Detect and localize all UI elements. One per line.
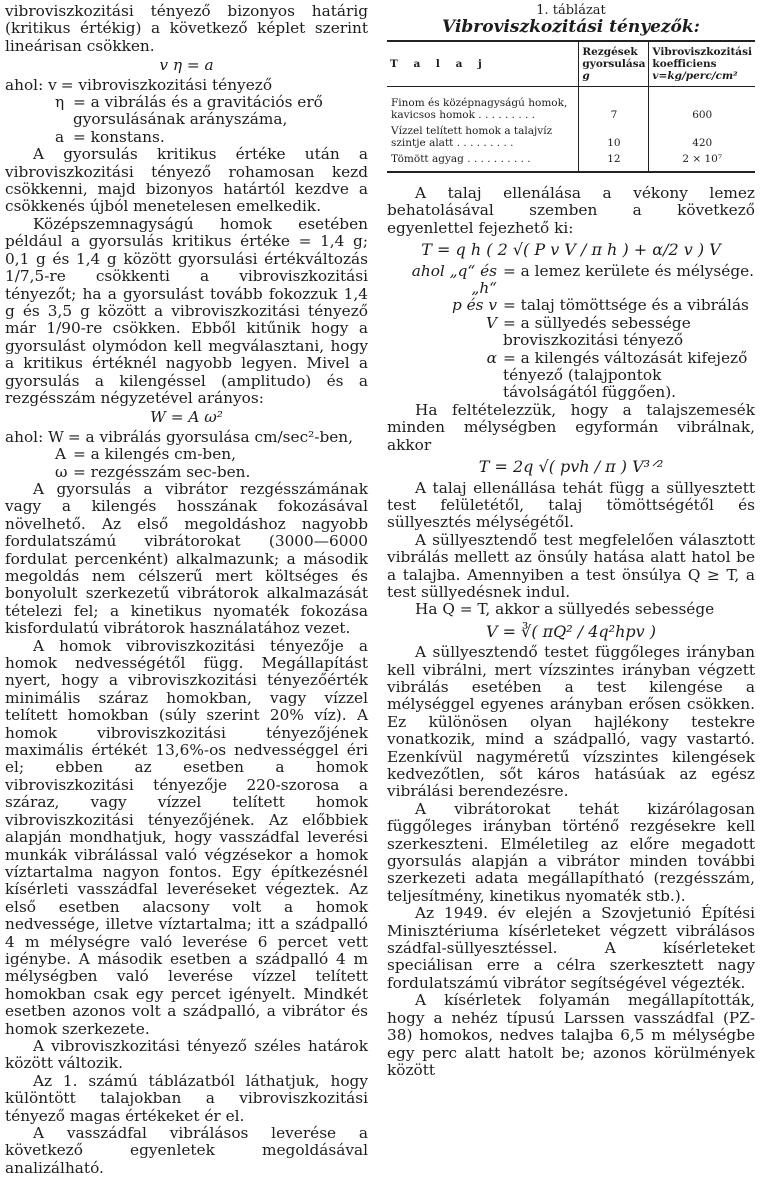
header-koefficiens-label: Vibroviszkozitási koefficiens <box>652 46 752 70</box>
definition-text: = rezgésszám sec-ben. <box>73 462 251 481</box>
definition-text: = vibroviszkozitási tényező <box>60 75 273 94</box>
definition-row <box>387 315 755 350</box>
right-paragraph-5: Ha Q = T, akkor a süllyedés sebessége <box>415 600 715 619</box>
definition-symbol: A <box>55 445 67 464</box>
left-paragraph-2: A gyorsulás kritikus értéke után a vibroviszkozitási tényező rohamosan kezd csökkenni, majd bizonyos határtól kezdve a csökkenés újból menetelesen emelkedik. <box>5 145 368 216</box>
right-paragraph-8: Az 1949. év elején a Szovjetunió Építési Minisztériuma kísérleteket végzett vibrálásos szádfal-süllyesztéssel. A kísérleteket speciálisan erre a célra szerkesztett nagy fordulatszámú vibrátor segítségével végezték. <box>387 904 755 992</box>
right-paragraph-4: A süllyesztendő test megfelelően választott vibrálás mellett az önsúly hatása alatt hatol be a talajba. Amennyiben a test önsúlya Q ≥ T, a test süllyedésnek indul. <box>387 530 755 601</box>
right-paragraph-1: A talaj ellenálása a vékony lemez behatolásával szemben a következő egyenlettel fejezhető ki: <box>387 184 755 237</box>
definition-text: = konstans. <box>73 127 165 146</box>
equation-2: W = A ω² <box>150 408 223 427</box>
table-cell-talaj: Vízzel telített homok a talajvíz szintje alatt . . . . . . . . . <box>391 125 553 149</box>
formula-definitions <box>387 263 755 402</box>
right-column <box>387 3 755 1079</box>
definition-row <box>387 350 755 402</box>
definition-symbol: ahol „q“ és „h“ <box>411 261 497 298</box>
definition-symbol: α <box>486 348 497 367</box>
table-cell-gyorsulas: 7 <box>579 87 649 124</box>
definition-text: = talaj tömöttsége és a vibrálás <box>503 296 749 315</box>
definition-row <box>5 429 368 446</box>
table-cell-koefficiens: 600 <box>649 87 755 124</box>
definition-symbol: ω <box>55 462 68 481</box>
definition-symbol: a <box>55 127 65 146</box>
left-paragraph-8: A vasszádfal vibrálásos leverése a következő egyenletek megoldásával analizálható. <box>5 1124 368 1177</box>
definition-row <box>387 263 755 298</box>
header-koefficiens-unit: v=kg/perc/cm² <box>652 70 738 82</box>
left-paragraph-5: A homok vibroviszkozitási tényezője a homok nedvességétől függ. Megállapítást nyert, hogy a vibroviszkozitási tényezőérték minimális száraz homokban, vagy vízzel telített homokban (súly szerint 20% víz). A homok vibroviszkozitási tényezőjének maximális értékét 13,6%-os nedvességgel éri el; ebben az esetben a homok vibroviszkozitási tényezője 220-szorosa a száraz, vagy vízzel telített homok vibroviszkozitási tényezőjének. Az előbbiek alapján mondhatjuk, hogy vasszádfal leverési munkák vibrálással való végzésekor a homok víztartalma nagyon fontos. Egy építkezésnél kísérleti vasszádfal leveréseket végeztek. Az első esetben alacsony volt a homok nedvessége, illetve víztartalma; itt a szádpalló 4 m mélységre való leverése 6 percet vett igénybe. A második esetben a szádpalló 4 m mélységben való leverése vízzel telített homokban csak egy percet igényelt. Mindkét esetben azonos volt a szádpalló, a vibrátor és homok szerkezete. <box>5 636 368 1038</box>
table-header-koefficiens <box>649 41 755 87</box>
left-paragraph-4: A gyorsulás a vibrátor rezgésszámának vagy a kilengés hosszának fokozásával növelhető. Az első megoldáshoz nagyobb fordulatszámú vibrátorokat (3000—6000 fordulat percenként) alkalmazunk; a második megoldás nem célszerű mert költséges és bonyolult szerkezetű vibrátorok alkalmazását tételezi fel; a kinetikus nyomaték fokozása kisfordulatú vibrátorok használatához vezet. <box>5 479 368 638</box>
definition-text: = a vibrálás és a gravitációs erő gyorsulásának arányszáma, <box>73 93 323 129</box>
right-paragraph-6: A süllyesztendő testet függőleges irányban kell vibrálni, mert vízszintes irányban végzett vibrálás esetében a test kilengése a mélységgel egyenes arányban erősen csökken. Ez különösen olyan hajlékony testekre vonatkozik, mind a szádpalló, vagy vastartó. Ezenkívül nagyméretű vízszintes kilengések kedvezőtlen, sőt káros hatásúak az egész vibrálási berendezésre. <box>387 643 755 801</box>
formula-3: V = ∛( πQ² / 4q²hpv ) <box>485 621 656 641</box>
definition-row <box>5 446 368 463</box>
definition-symbol: p és v <box>451 296 497 315</box>
left-paragraph-7: Az 1. számú táblázatból láthatjuk, hogy különtött talajokban a vibroviszkozitási tényező magas értékeket ér el. <box>5 1071 368 1125</box>
table-cell-gyorsulas: 12 <box>579 151 649 172</box>
header-gyorsulas-label: Rezgések gyorsulása <box>582 46 646 70</box>
equation-1: v η = a <box>159 56 214 75</box>
definitions-2 <box>5 429 368 481</box>
table-title: Vibroviszkozitási tényezők: <box>442 17 700 37</box>
table-cell-gyorsulas: 10 <box>579 123 649 151</box>
definition-symbol: η <box>55 93 65 112</box>
formula-2: T = 2q √( pvh / π ) V³ᐟ² <box>478 457 664 477</box>
table-row <box>387 151 755 172</box>
right-paragraph-9: A kísérletek folyamán megállapították, hogy a nehéz típusú Larssen vasszádfal (PZ-38) homokos, nedves talajba 6,5 m mélységbe egy perc alatt hatolt be; azonos körülmények között <box>387 991 755 1079</box>
definition-row <box>5 129 368 146</box>
right-paragraph-2: Ha feltételezzük, hogy a talajszemesék minden mélységben egyformán vibrálnak, akkor <box>387 400 755 454</box>
definition-symbol: ahol: W <box>5 427 64 446</box>
definition-text: = a süllyedés sebessége broviszkozitási tényező <box>503 313 691 350</box>
table-row <box>387 87 755 124</box>
left-paragraph-1: vibroviszkozitási tényező bizonyos határig (kritikus értékig) a következő képlet szerint lineárisan csökken. <box>5 2 368 55</box>
left-paragraph-6: A vibroviszkozitási tényező széles határok között változik. <box>5 1036 368 1073</box>
table-header-talaj: T a l a j <box>387 41 579 87</box>
definition-text: = a kilengés cm-ben, <box>73 445 236 464</box>
vibroviscosity-table <box>387 40 755 173</box>
table-cell-talaj: Tömött agyag . . . . . . . . . . <box>391 153 531 165</box>
table-cell-koefficiens: 2 × 10⁷ <box>649 151 755 172</box>
definition-row <box>5 464 368 481</box>
definition-row <box>387 297 755 314</box>
left-paragraph-3: Középszemnagyságú homok esetében például a gyorsulás kritikus értéke = 1,4 g; 0,1 g és 1,4 g között gyorsulási értékváltozás 1/7,5-re csökkenti a vibroviszkozitási tényezőt; ha a gyorsulást tovább fokozzuk 1,4 g és 3,5 g között a vibroviszkozitási tényező már 1/90-re csökken. Ebből kitűnik hogy a gyorsulást olymódon kell megválasztani, hogy a kritikus értéknél nagyobb legyen. Mivel a gyorsulás a kilengéssel (amplitudo) és a rezgésszám négyzetével arányos: <box>5 214 368 407</box>
table-cell-koefficiens: 420 <box>649 123 755 151</box>
definition-row <box>5 77 368 94</box>
definitions-1 <box>5 77 368 147</box>
definition-symbol: V <box>485 313 497 332</box>
right-paragraph-7: A vibrátorokat tehát kizárólagosan függőleges irányban történő rezgésekre kell szerkeszteni. Elméletileg az előre megadott gyorsulás alapján a vibrátor minden további szerkezeti adata megállapítható (rezgésszám, teljesítmény, kinetikus nyomaték stb.). <box>387 799 755 905</box>
definition-symbol: ahol: v <box>5 75 57 94</box>
right-paragraph-3: A talaj ellenállása tehát függ a süllyesztett test felületétől, talaj tömöttségétől és süllyesztés mélységétől. <box>387 478 755 532</box>
left-column <box>5 3 368 1177</box>
definition-text: = a kilengés változását kifejező tényező (talajpontok távolságától függően). <box>503 348 748 402</box>
definition-row <box>5 94 368 129</box>
definition-text: = a vibrálás gyorsulása cm/sec²-ben, <box>67 427 354 446</box>
formula-1: T = q h ( 2 √( P v V / π h ) + α/2 v ) V <box>421 240 721 260</box>
definition-text: = a lemez kerülete és mélysége. <box>503 261 755 280</box>
header-gyorsulas-symbol: g <box>582 70 590 82</box>
table-cell-talaj: Finom és középnagyságú homok, kavicsos homok . . . . . . . . . <box>391 97 568 121</box>
table-row <box>387 123 755 151</box>
table-caption: 1. táblázat <box>536 3 606 18</box>
table-header-gyorsulas <box>579 41 649 87</box>
